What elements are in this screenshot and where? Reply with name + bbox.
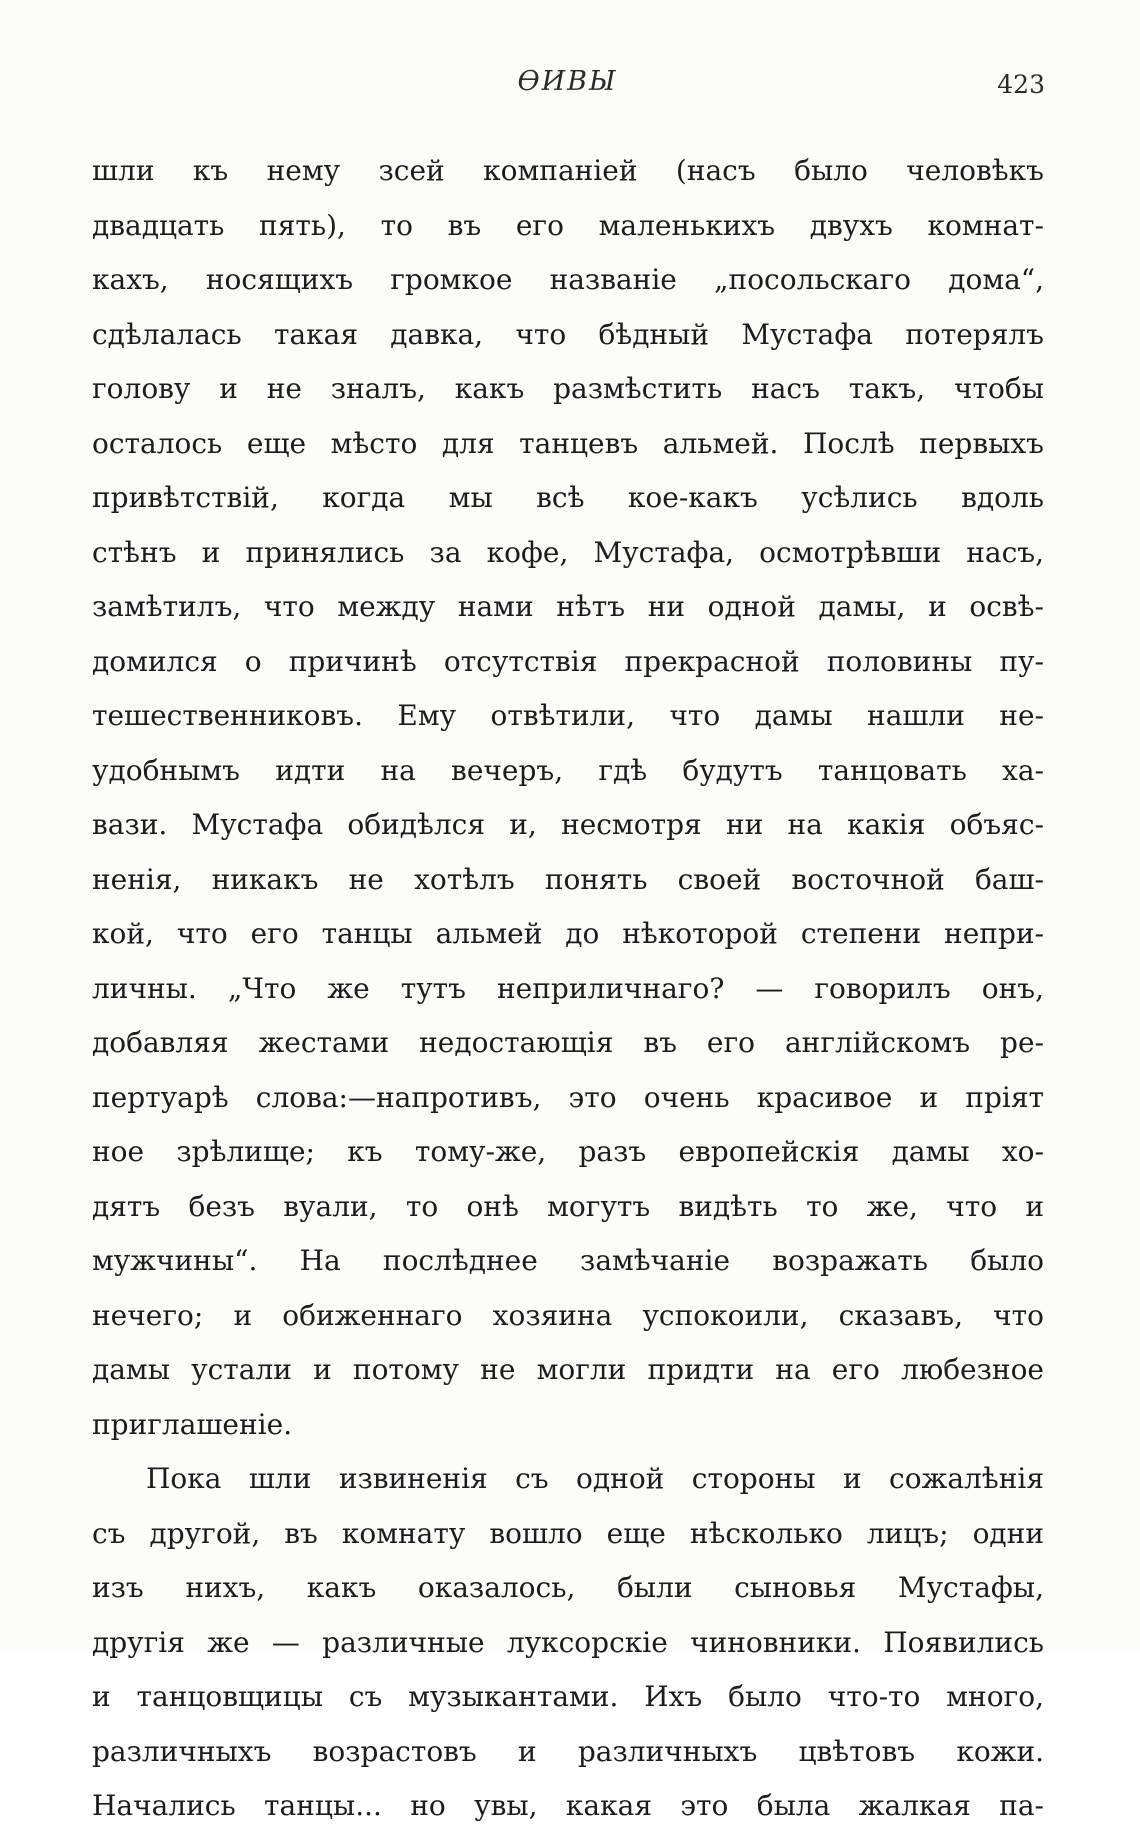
text-line: мужчины“. На послѣднее замѣчаніе возражать было	[92, 1244, 1044, 1277]
text-line: привѣтствій, когда мы всѣ кое-какъ усѣлись вдоль	[92, 481, 1044, 514]
paragraph-1	[92, 144, 1044, 1452]
running-head	[90, 66, 1045, 106]
text-line: изъ нихъ, какъ оказалось, были сыновья Мустафы,	[92, 1571, 1044, 1604]
paragraph-2	[92, 1452, 1044, 1834]
text-line: добавляя жестами недостающія въ его англійскомъ ре-	[92, 1026, 1044, 1059]
text-line: дамы устали и потому не могли придти на его любезное	[92, 1353, 1044, 1386]
running-title: ѲИВЫ	[517, 66, 618, 97]
text-line: съ другой, въ комнату вошло еще нѣсколько лицъ; одни	[92, 1516, 1044, 1550]
text-line: голову и не зналъ, какъ размѣстить насъ такъ, чтобы	[92, 372, 1044, 405]
text-line: двадцать пять), то въ его маленькихъ двухъ комнат-	[92, 208, 1044, 242]
text-line: различныхъ возрастовъ и различныхъ цвѣтовъ кожи.	[92, 1734, 1044, 1768]
text-line: ное зрѣлище; къ тому-же, разъ европейскія дамы хо-	[92, 1135, 1044, 1168]
text-line: осталось еще мѣсто для танцевъ альмей. Послѣ первыхъ	[92, 426, 1044, 460]
text-line: кахъ, носящихъ громкое названіе „посольскаго дома“,	[92, 263, 1044, 296]
text-line: другія же — различные луксорскіе чиновники. Появились	[92, 1625, 1044, 1659]
text-line: домился о причинѣ отсутствія прекрасной половины пу-	[92, 644, 1044, 678]
text-line: ненія, никакъ не хотѣлъ понять своей восточной баш-	[92, 862, 1044, 896]
text-line: приглашеніе.	[92, 1407, 293, 1441]
text-line: удобнымъ идти на вечеръ, гдѣ будутъ танцовать ха-	[92, 753, 1044, 787]
body-text	[92, 144, 1044, 1834]
text-line: шли къ нему зсей компаніей (насъ было человѣкъ	[92, 154, 1044, 187]
text-line: Пока шли извиненія съ одной стороны и сожалѣнія	[146, 1462, 1044, 1495]
text-line: нечего; и обиженнаго хозяина успокоили, сказавъ, что	[92, 1298, 1044, 1332]
text-line: сдѣлалась такая давка, что бѣдный Мустафа потерялъ	[92, 317, 1044, 351]
text-line: замѣтилъ, что между нами нѣтъ ни одной дамы, и освѣ-	[92, 590, 1044, 623]
text-line: кой, что его танцы альмей до нѣкоторой степени непри-	[92, 917, 1044, 950]
text-line: личны. „Что же тутъ неприличнаго? — говорилъ онъ,	[92, 971, 1044, 1005]
text-line: стѣнъ и принялись за кофе, Мустафа, осмотрѣвши насъ,	[92, 535, 1044, 569]
text-line: тешественниковъ. Ему отвѣтили, что дамы нашли не-	[92, 699, 1044, 732]
text-line: дятъ безъ вуали, то онѣ могутъ видѣть то же, что и	[92, 1189, 1044, 1223]
page-number: 423	[997, 70, 1045, 99]
text-line: вази. Мустафа обидѣлся и, несмотря ни на какія объяс-	[92, 808, 1044, 841]
text-line: пертуарѣ слова:—напротивъ, это очень красивое и пріят	[92, 1080, 1044, 1114]
text-line: и танцовщицы съ музыкантами. Ихъ было что-то много,	[92, 1680, 1044, 1713]
text-line: Начались танцы... но увы, какая это была жалкая па-	[92, 1789, 1044, 1822]
